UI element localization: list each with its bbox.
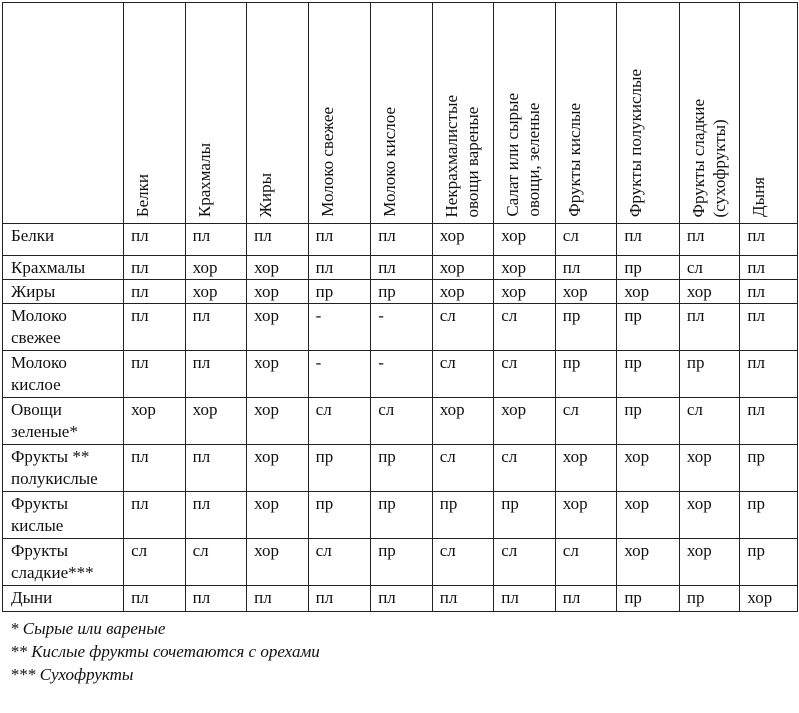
column-header-label: Молоко свежее [317, 107, 337, 217]
table-cell: хор [185, 398, 247, 445]
table-body [3, 224, 798, 612]
table-cell: пл [679, 224, 740, 256]
table-cell: пл [740, 256, 798, 280]
table-row [3, 304, 798, 351]
table-cell: сл [494, 351, 556, 398]
table-cell: - [371, 351, 433, 398]
table-cell: хор [555, 492, 617, 539]
table-row [3, 539, 798, 586]
table-row [3, 280, 798, 304]
column-header-label: Фрукты кислые [564, 103, 584, 217]
table-cell: пл [124, 445, 186, 492]
table-cell: пл [432, 586, 494, 612]
table-cell: пл [555, 256, 617, 280]
column-header-label: Жиры [256, 172, 276, 217]
table-cell: хор [494, 224, 556, 256]
table-cell: хор [555, 280, 617, 304]
table-cell: - [308, 351, 371, 398]
table-cell: хор [494, 256, 556, 280]
table-cell: сл [494, 539, 556, 586]
table-cell: пл [185, 445, 247, 492]
table-cell: пл [247, 586, 309, 612]
table-cell: хор [617, 280, 680, 304]
table-cell: хор [432, 224, 494, 256]
table-cell: хор [247, 492, 309, 539]
table-cell: пл [124, 351, 186, 398]
table-row [3, 445, 798, 492]
row-header: Жиры [3, 280, 124, 304]
table-cell: хор [247, 256, 309, 280]
table-cell: хор [185, 280, 247, 304]
column-header-label: Фрукты сладкие (сухофрукты) [688, 98, 729, 217]
table-cell: хор [247, 445, 309, 492]
row-header: Фрукты кислые [3, 492, 124, 539]
column-header [308, 3, 371, 224]
table-cell: хор [679, 539, 740, 586]
table-cell: хор [740, 586, 798, 612]
table-cell: хор [247, 539, 309, 586]
table-cell: сл [124, 539, 186, 586]
column-header [555, 3, 617, 224]
table-cell: пр [308, 445, 371, 492]
table-cell: - [308, 304, 371, 351]
table-cell: хор [617, 539, 680, 586]
table-cell: сл [432, 304, 494, 351]
column-header [679, 3, 740, 224]
table-cell: пр [494, 492, 556, 539]
table-cell: сл [555, 539, 617, 586]
header-row [3, 3, 798, 224]
table-cell: сл [432, 445, 494, 492]
table-cell: пр [371, 539, 433, 586]
table-cell: хор [432, 256, 494, 280]
table-cell: пр [371, 280, 433, 304]
table-row [3, 256, 798, 280]
table-cell: пл [308, 224, 371, 256]
footnote: * Сырые или вареные [10, 619, 166, 638]
table-row [3, 224, 798, 256]
table-cell: сл [308, 398, 371, 445]
row-header: Фрукты ** полукислые [3, 445, 124, 492]
table-cell: пр [617, 351, 680, 398]
table-cell: пл [617, 224, 680, 256]
table-cell: сл [679, 256, 740, 280]
table-cell: пр [740, 492, 798, 539]
footnote: ** Кислые фрукты сочетаются с орехами [10, 642, 320, 661]
table-cell: сл [679, 398, 740, 445]
table-cell: хор [124, 398, 186, 445]
table-cell: пл [124, 224, 186, 256]
table-cell: сл [432, 351, 494, 398]
table-cell: пл [124, 492, 186, 539]
column-header-label: Некрахмалистые овощи вареные [441, 94, 482, 217]
table-cell: хор [247, 351, 309, 398]
column-header-label: Дыня [749, 177, 769, 217]
table-cell: хор [679, 492, 740, 539]
column-header [494, 3, 556, 224]
table-cell: хор [185, 256, 247, 280]
table-cell: пр [371, 492, 433, 539]
table-cell: хор [617, 445, 680, 492]
column-header-label: Фрукты полукислые [626, 68, 646, 217]
table-cell: сл [555, 224, 617, 256]
table-cell: пр [308, 492, 371, 539]
row-header: Белки [3, 224, 124, 256]
row-header: Дыни [3, 586, 124, 612]
table-cell: сл [185, 539, 247, 586]
row-header: Молоко кислое [3, 351, 124, 398]
table-cell: пр [308, 280, 371, 304]
table-cell: пл [679, 304, 740, 351]
table-cell: пр [432, 492, 494, 539]
table-cell: хор [679, 280, 740, 304]
table-cell: пр [617, 304, 680, 351]
table-cell: пл [740, 304, 798, 351]
table-cell: пр [555, 304, 617, 351]
table-cell: хор [247, 398, 309, 445]
footnote: *** Сухофрукты [10, 665, 134, 684]
table-cell: хор [617, 492, 680, 539]
row-header: Молоко свежее [3, 304, 124, 351]
column-header-label: Белки [133, 173, 153, 217]
table-cell: пл [185, 351, 247, 398]
table-cell: пл [185, 304, 247, 351]
table-cell: пл [371, 224, 433, 256]
table-cell: пл [124, 304, 186, 351]
table-cell: пр [555, 351, 617, 398]
table-cell: пр [679, 351, 740, 398]
column-header [371, 3, 433, 224]
table-cell: сл [371, 398, 433, 445]
table-cell: хор [679, 445, 740, 492]
table-cell: пл [371, 586, 433, 612]
row-header: Фрукты сладкие*** [3, 539, 124, 586]
table-cell: хор [432, 398, 494, 445]
table-cell: пр [679, 586, 740, 612]
table-cell: пр [617, 586, 680, 612]
food-compatibility-table [2, 2, 798, 612]
table-cell: пл [494, 586, 556, 612]
table-cell: пл [740, 351, 798, 398]
table-row [3, 586, 798, 612]
table-cell: сл [432, 539, 494, 586]
table-cell: хор [494, 280, 556, 304]
table-cell: пл [740, 280, 798, 304]
table-cell: пл [124, 280, 186, 304]
table-cell: пр [740, 445, 798, 492]
table-cell: пр [617, 256, 680, 280]
table-cell: пл [371, 256, 433, 280]
table-cell: пл [308, 586, 371, 612]
table-cell: пл [740, 224, 798, 256]
table-row [3, 351, 798, 398]
table-cell: хор [555, 445, 617, 492]
table-cell: пл [185, 224, 247, 256]
table-cell: пл [740, 398, 798, 445]
table-cell: пр [617, 398, 680, 445]
table-cell: сл [308, 539, 371, 586]
table-cell: пр [740, 539, 798, 586]
table-cell: пл [308, 256, 371, 280]
table-cell: - [371, 304, 433, 351]
table-cell: сл [494, 304, 556, 351]
row-header: Крахмалы [3, 256, 124, 280]
table-cell: пл [124, 256, 186, 280]
column-header-label: Молоко кислое [380, 107, 400, 217]
table-cell: хор [494, 398, 556, 445]
table-cell: пл [124, 586, 186, 612]
table-cell: хор [247, 280, 309, 304]
column-header-label: Крахмалы [194, 142, 214, 217]
table-cell: хор [432, 280, 494, 304]
column-header [740, 3, 798, 224]
table-cell: хор [247, 304, 309, 351]
table-cell: пр [371, 445, 433, 492]
table-cell: пл [555, 586, 617, 612]
table-cell: пл [185, 586, 247, 612]
column-header [124, 3, 186, 224]
row-header: Овощи зеленые* [3, 398, 124, 445]
table-row [3, 398, 798, 445]
column-header-label: Салат или сырые овощи, зеленые [503, 93, 544, 217]
table-cell: пл [185, 492, 247, 539]
table-cell: пл [247, 224, 309, 256]
table-row [3, 492, 798, 539]
column-header [432, 3, 494, 224]
table-cell: сл [555, 398, 617, 445]
column-header [185, 3, 247, 224]
column-header [247, 3, 309, 224]
table-cell: сл [494, 445, 556, 492]
column-header [617, 3, 680, 224]
corner-cell [3, 3, 124, 224]
footnotes [10, 617, 320, 686]
